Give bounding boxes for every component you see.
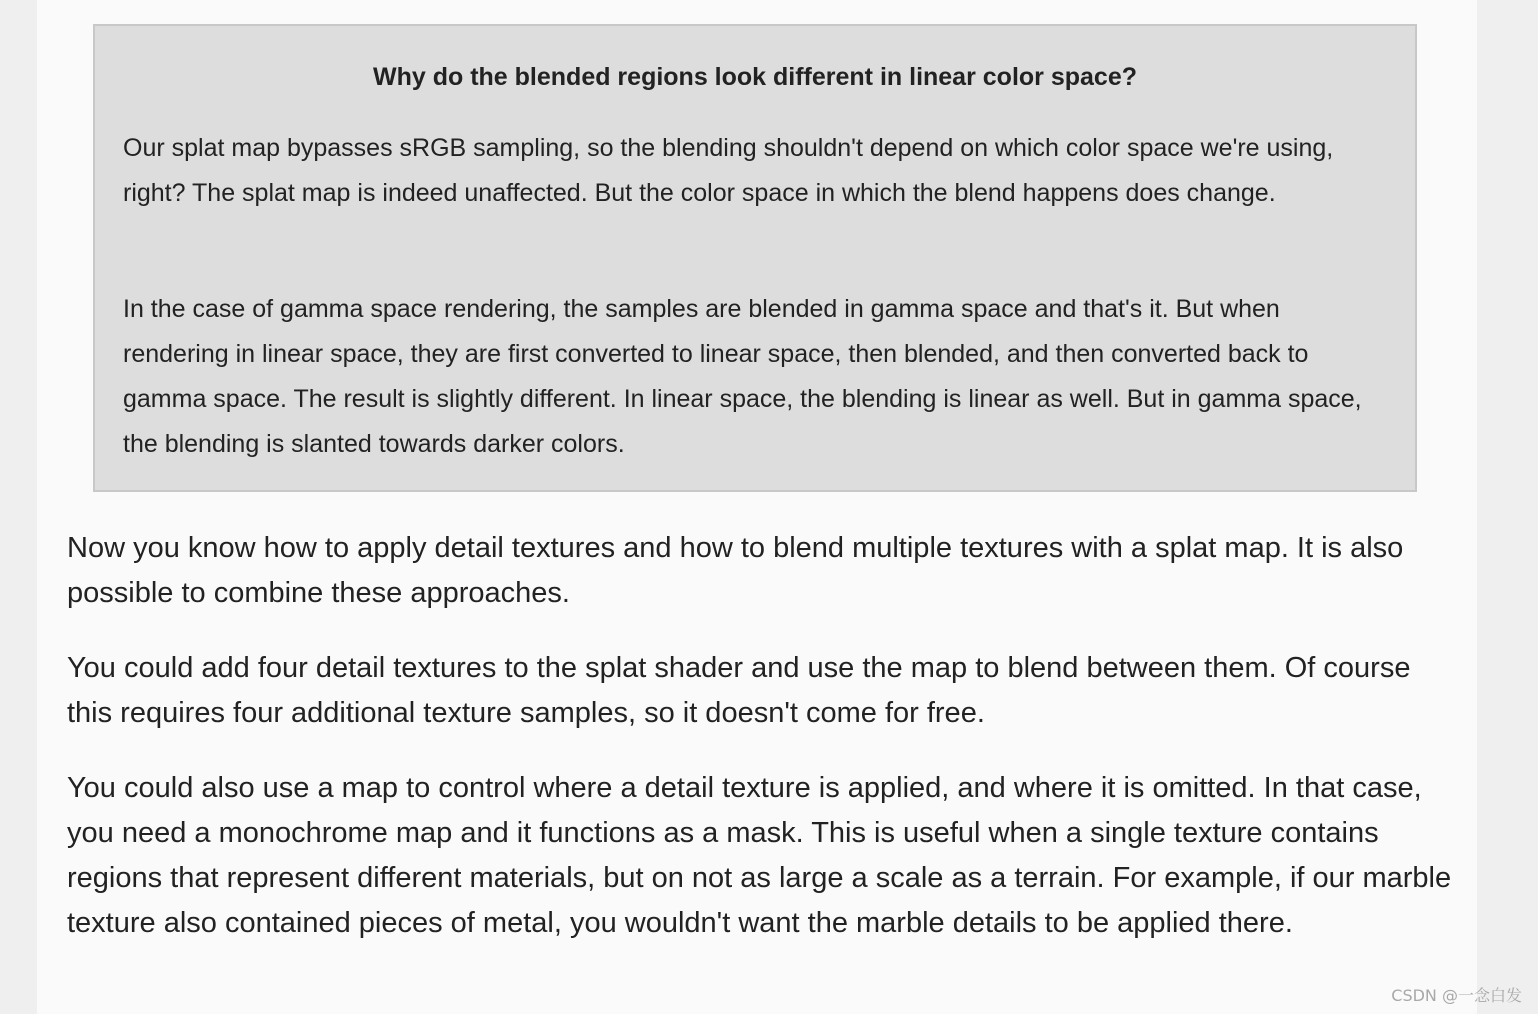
callout-paragraph: Our splat map bypasses sRGB sampling, so the blending shouldn't depend on which color space we're using, right? The splat map is indeed unaffected. But the color space in which the blend happens does change.	[123, 134, 1334, 207]
callout-title: Why do the blended regions look different in linear color space?	[373, 63, 1137, 91]
csdn-watermark: CSDN @一念白发	[1391, 986, 1522, 1005]
body-paragraph: Now you know how to apply detail textures and how to blend multiple textures with a splat map. It is also possible to combine these approaches.	[67, 532, 1404, 609]
faq-callout-box	[93, 24, 1417, 492]
callout-paragraph: In the case of gamma space rendering, the samples are blended in gamma space and that's it. But when rendering in linear space, they are first converted to linear space, then blended, and then converted back to gamma space. The result is slightly different. In linear space, the blending is linear as well. But in gamma space, the blending is slanted towards darker colors.	[123, 295, 1362, 458]
body-paragraph: You could also use a map to control where a detail texture is applied, and where it is omitted. In that case, you need a monochrome map and it functions as a mask. This is useful when a single texture contains regions that represent different materials, but on not as large a scale as a terrain. For example, if our marble texture also contained pieces of metal, you wouldn't want the marble details to be applied there.	[67, 772, 1452, 939]
article-page	[37, 0, 1477, 1014]
body-paragraph: You could add four detail textures to the splat shader and use the map to blend between them. Of course this requires four additional texture samples, so it doesn't come for free.	[67, 652, 1411, 729]
